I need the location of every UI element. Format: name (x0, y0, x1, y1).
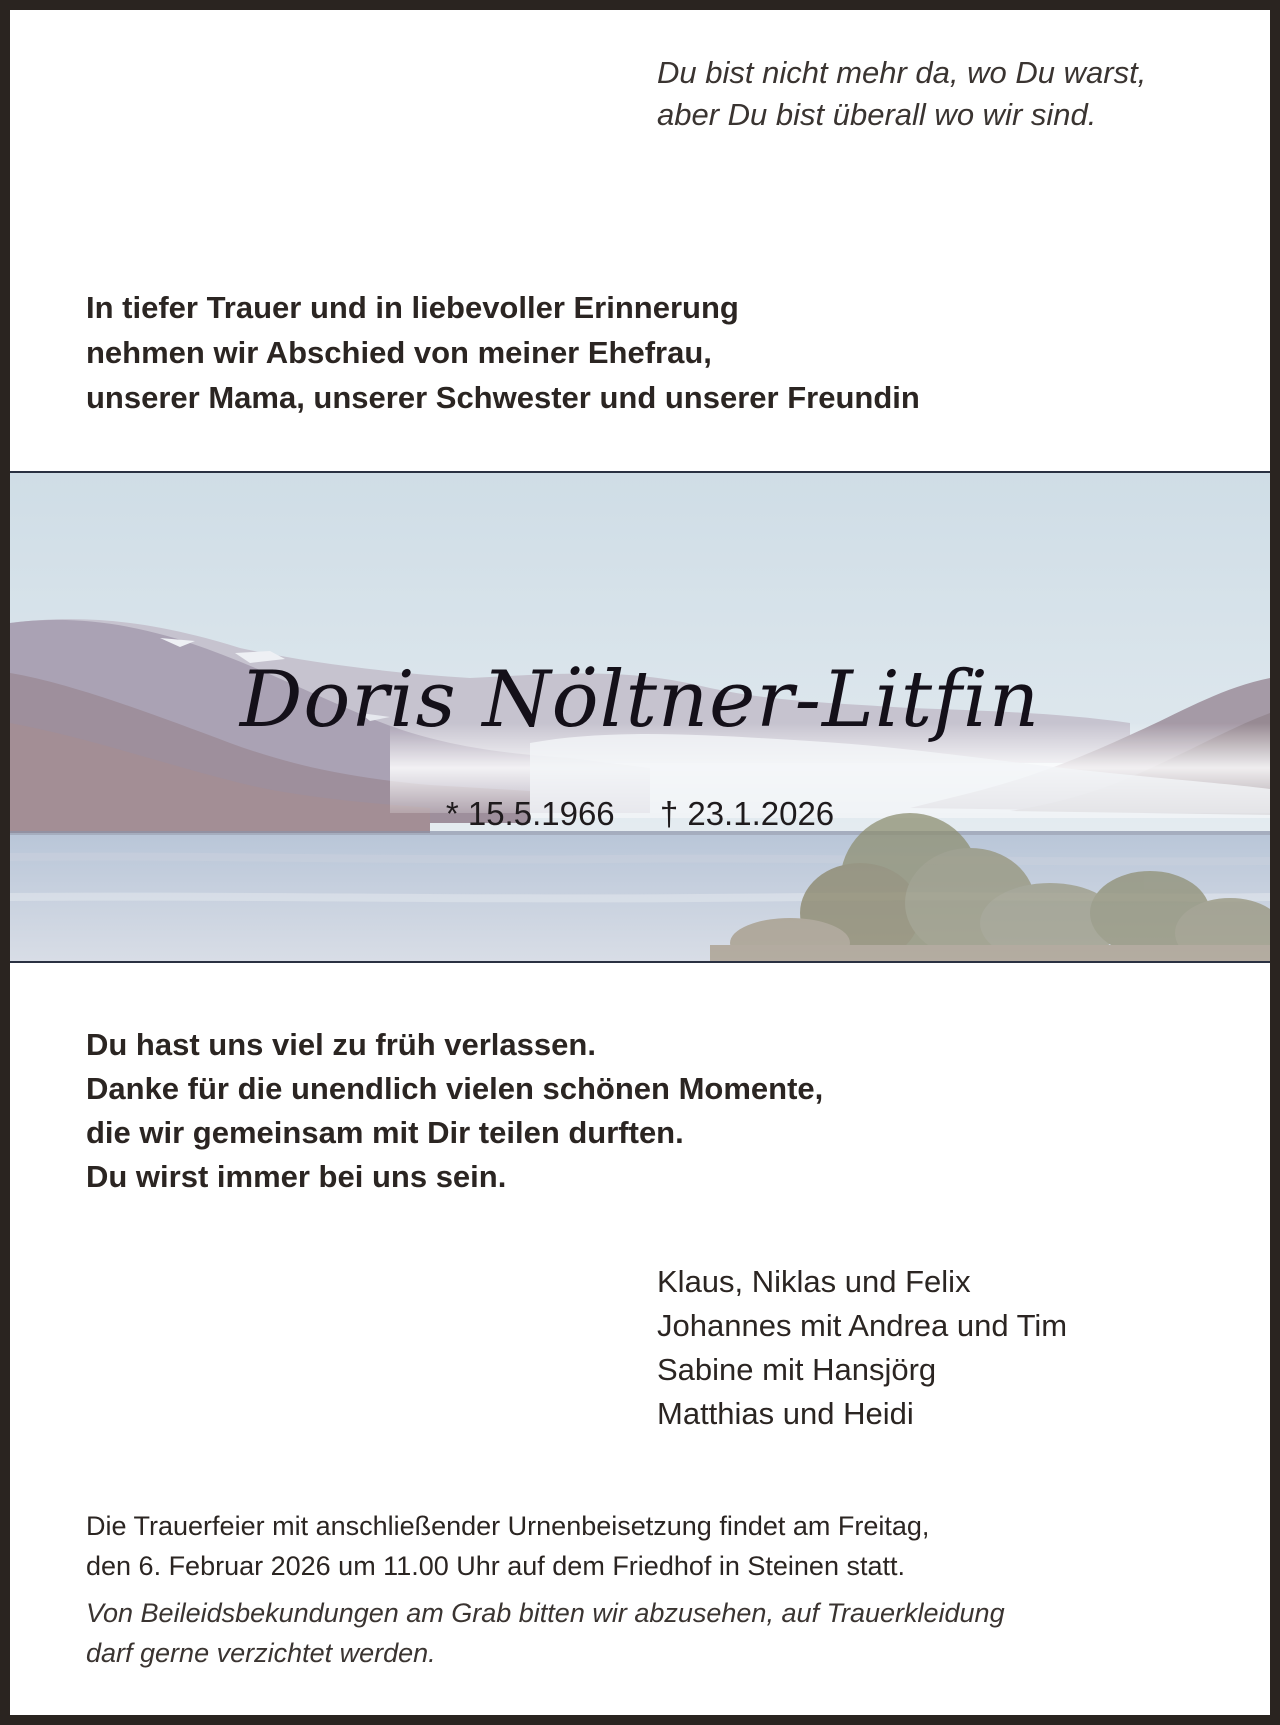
poem-line: die wir gemeinsam mit Dir teilen durften. (86, 1115, 684, 1150)
intro-line: In tiefer Trauer und in liebevoller Erinnerung (86, 290, 739, 325)
death-date: † 23.1.2026 (659, 795, 835, 832)
mourner-line: Sabine mit Hansjörg (657, 1352, 937, 1387)
life-dates (10, 795, 1270, 833)
quote-line: aber Du bist überall wo wir sind. (657, 97, 1097, 132)
deceased-name: Doris Nöltner-Litfin (239, 655, 1041, 745)
quote-line: Du bist nicht mehr da, wo Du warst, (657, 55, 1147, 90)
request-line: darf gerne verzichtet werden. (86, 1638, 436, 1668)
poem-line: Du wirst immer bei uns sein. (86, 1159, 507, 1194)
landscape-photo-band (10, 471, 1270, 963)
farewell-poem (86, 1023, 823, 1199)
intro-line: unserer Mama, unserer Schwester und unserer Freundin (86, 380, 920, 415)
poem-line: Danke für die unendlich vielen schönen Momente, (86, 1071, 824, 1106)
obituary-page (10, 10, 1270, 1715)
birth-date: * 15.5.1966 (445, 795, 615, 832)
mourners-list (657, 1260, 1067, 1436)
service-notice (86, 1506, 929, 1586)
condolence-request (86, 1593, 1005, 1673)
intro-line: nehmen wir Abschied von meiner Ehefrau, (86, 335, 712, 370)
mourner-line: Matthias und Heidi (657, 1396, 914, 1431)
service-line: den 6. Februar 2026 um 11.00 Uhr auf dem Friedhof in Steinen statt. (86, 1551, 905, 1581)
service-line: Die Trauerfeier mit anschließender Urnenbeisetzung findet am Freitag, (86, 1511, 930, 1541)
mourner-line: Johannes mit Andrea und Tim (657, 1308, 1068, 1343)
opening-quote (657, 52, 1146, 136)
request-line: Von Beileidsbekundungen am Grab bitten wir abzusehen, auf Trauerkleidung (86, 1598, 1005, 1628)
intro-text (86, 285, 920, 420)
poem-line: Du hast uns viel zu früh verlassen. (86, 1027, 596, 1062)
mourner-line: Klaus, Niklas und Felix (657, 1264, 971, 1299)
